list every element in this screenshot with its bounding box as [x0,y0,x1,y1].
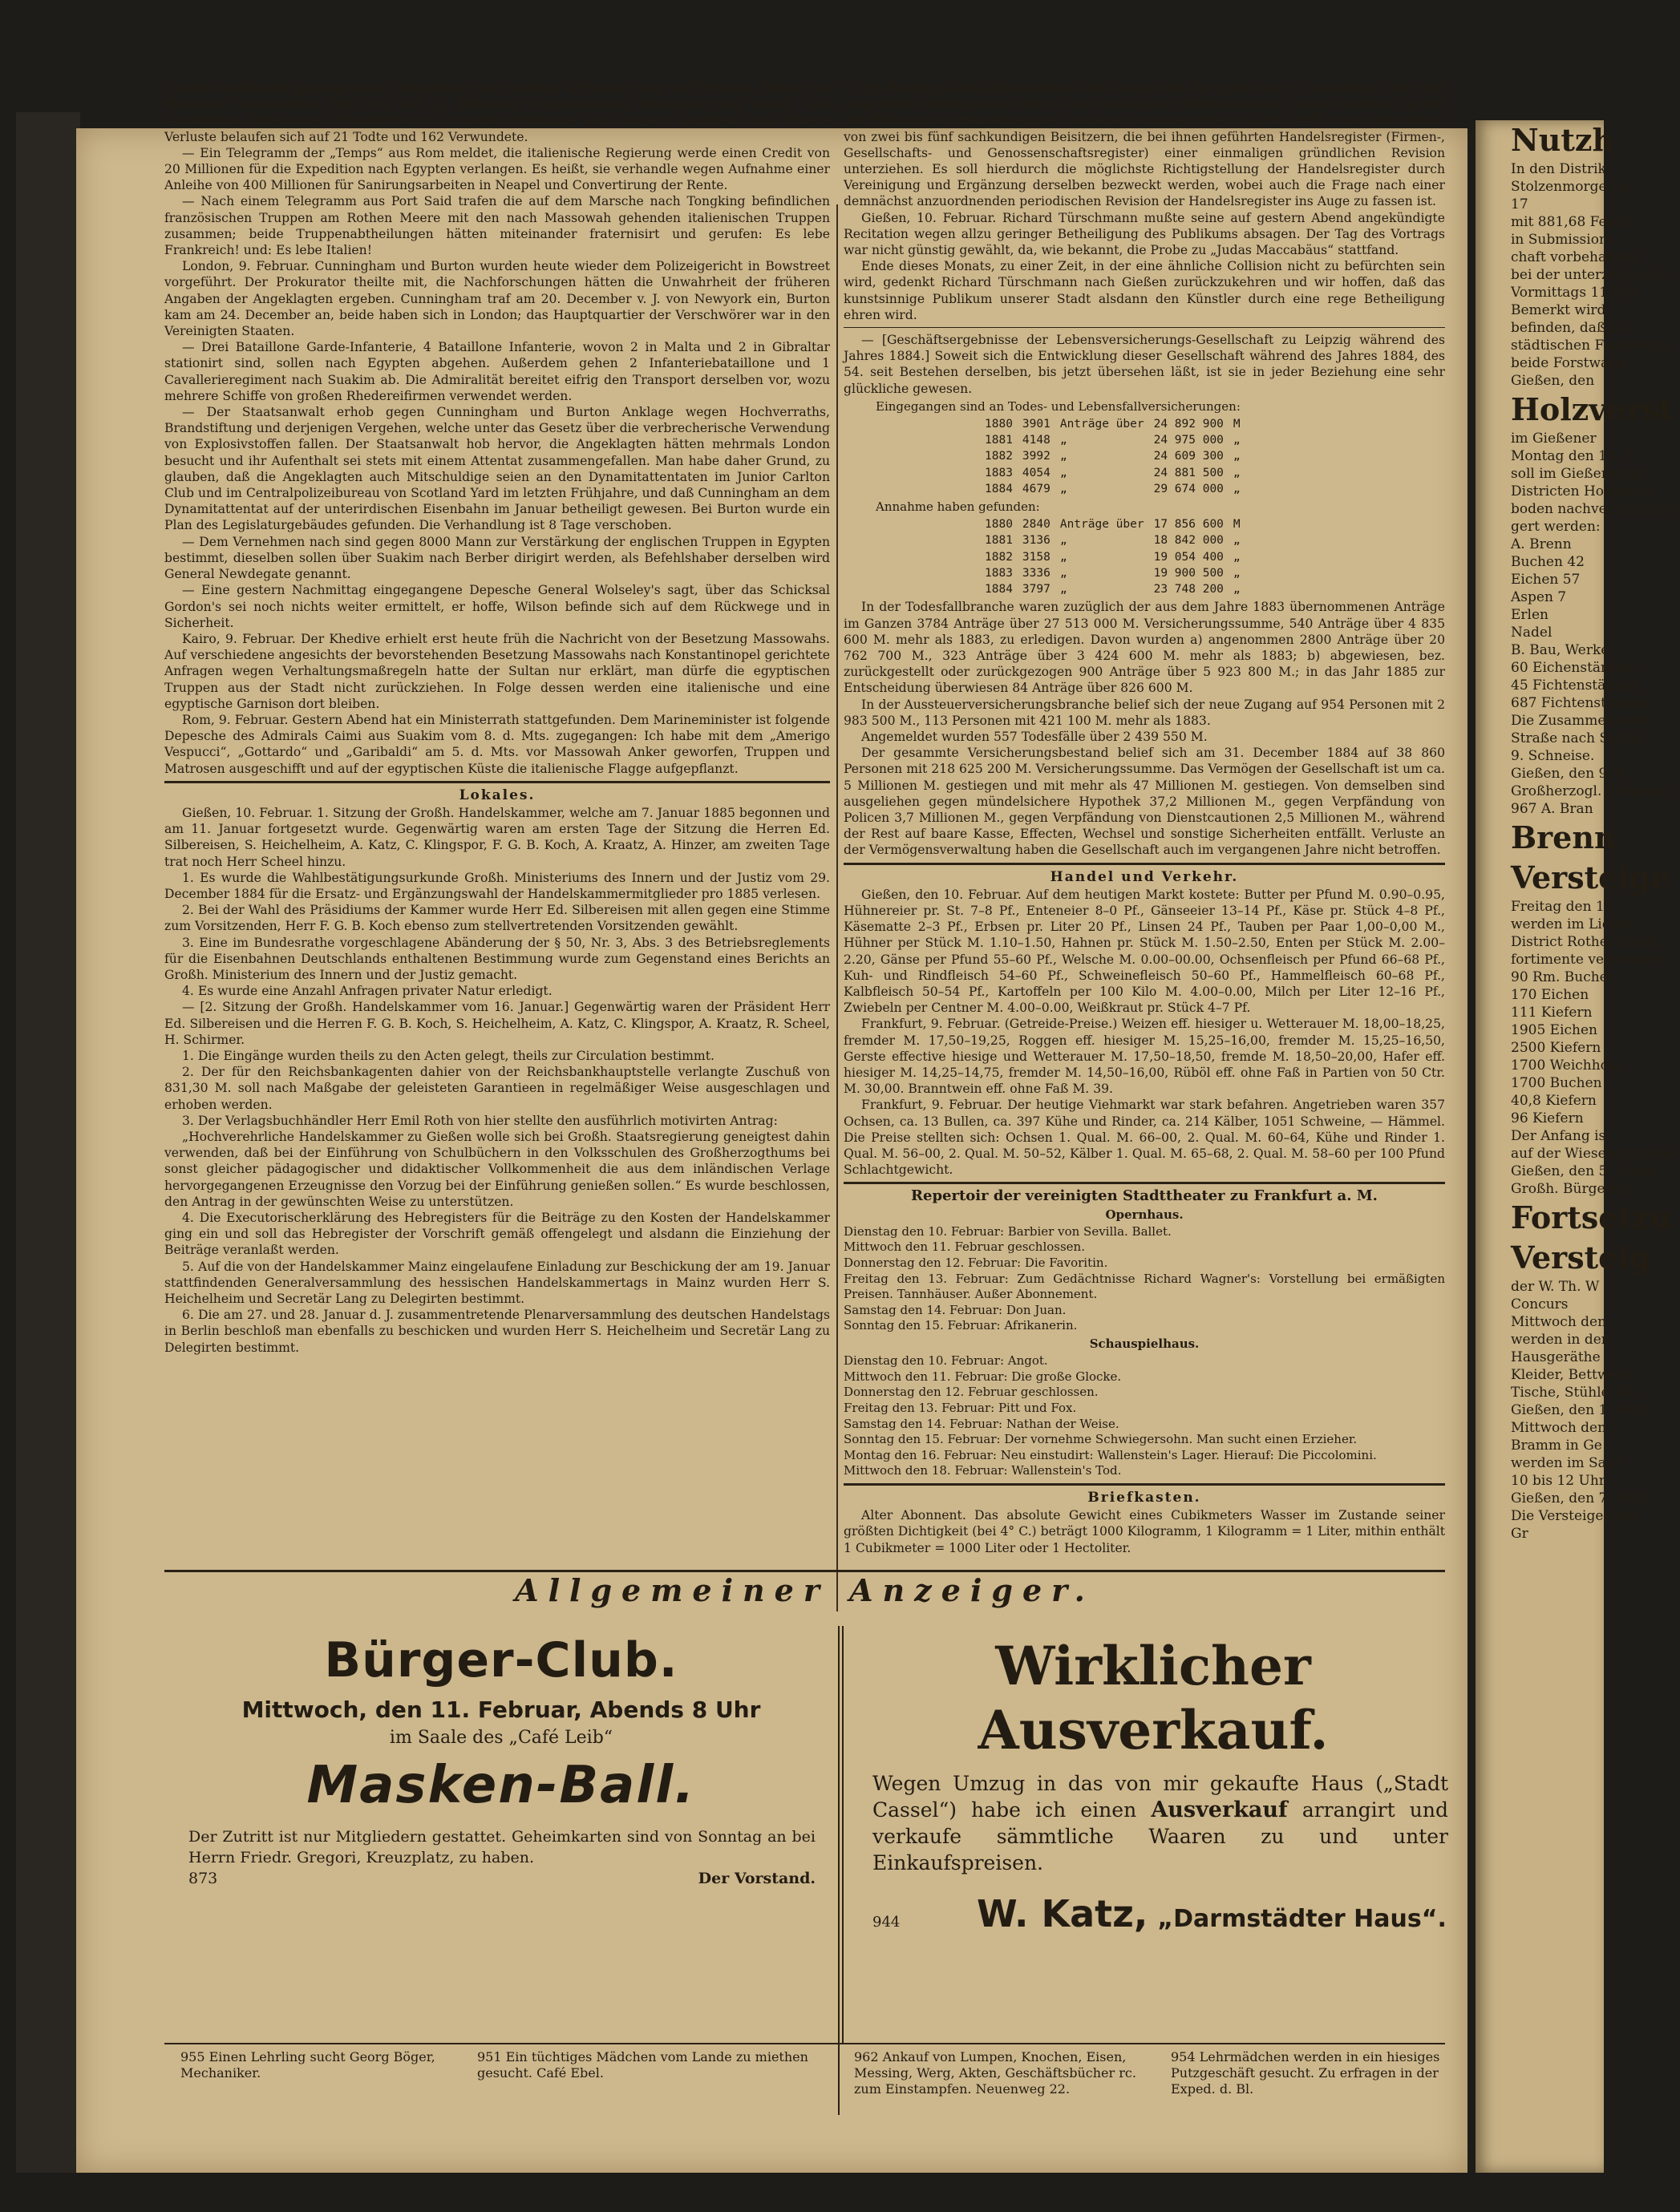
list-item: Sonntag den 15. Februar: Der vornehme Schwiegersohn. Man sucht einen Erzieher. [844,1432,1358,1447]
table-cell: 24 892 900 [1153,418,1224,431]
paragraph: 2. Der für den Reichsbankagenten dahier von der Reichsbankhauptstelle verlangte Zuschuß von 831,30 M. soll nach Maßgabe der geleisteten Garantieen in regelmäßiger Weise ausgeschlagen und erhoben werden. [164,1065,830,1112]
paragraph: — Der Staatsanwalt erhob gegen Cunningham und Burton Anklage wegen Hochverraths, Brandstiftung und derjenigen Vergehen, welche unter das Gesetz über die verbrecherische Verwendung von Explosivstoffen fallen. Der Staatsanwalt hob hervor, die Angeklagten hätten mehrmals London besucht und ihr Aufenthalt sei stets mit einem Attentat zusammengefallen. Man habe daher Grund, zu glauben, daß die Angeklagten auch Mitschuldige seien an den Dynamitattentaten im Junior Carlton Club und im Centralpolizeibureau von Scotland Yard im letzten Frühjahre, und daß Cunningham an dem Dynamitattentat auf der unterirdischen Eisenbahn im Januar betheiligt gewesen. Bei Burton wurde ein Plan des Legislaturgebäudes gefunden. Die Verhandlung ist 8 Tage verschoben. [164,405,830,533]
book-binding [16,112,80,2173]
paragraph: Angemeldet wurden 557 Todesfälle über 2 439 550 M. [861,729,1208,744]
fragment-line: In den Distrik [1511,161,1606,177]
sale-body-1: Wegen Umzug in das von mir gekaufte Haus („Stadt Cassel“) habe ich einen [872,1772,1448,1822]
table-cell: 24 609 300 [1153,450,1224,463]
adjacent-page-text [1476,120,1680,1543]
fragment-line: Straße nach Steinb [1511,730,1645,746]
fragment-line: Tische, Stühle, Ko [1511,1385,1636,1401]
paragraph: In der Aussteuerversicherungsbranche belief sich der neue Zugang auf 954 Personen mit 2 983 500 M., 113 Personen mit 421 100 M. mehr als 1883. [844,697,1445,728]
sale-body-2: arrangirt und verkaufe sämmtliche Waaren zu und unter Einkaufspreisen. [872,1798,1448,1874]
fragment-line: gert werden: [1511,519,1601,535]
fragment-line: mit 881,68 Festm [1511,214,1633,230]
fragment-line: der W. Th. W [1511,1279,1600,1295]
fragment-line: Holzverst [1511,391,1674,427]
table-row [980,465,1245,481]
section-rule [844,863,1445,865]
small-ad: 955 Einen Lehrling sucht Georg Böger, Mechaniker. [180,2049,435,2081]
schauspiel-list [844,1353,1445,1479]
fragment-line: soll im Gießener St [1511,466,1644,482]
table-cell: „ [1059,534,1067,548]
table-row [980,565,1245,581]
fragment-line: 96 Kiefern [1511,1110,1584,1126]
table-cell: 1883 [985,466,1013,479]
ad-divider [838,1626,840,2115]
table-cell: 3797 [1022,583,1051,596]
paragraph: Gießen, den 10. Februar. Auf dem heutigen Markt kostete: Butter per Pfund M. 0.90–0.95, Hühnereier pr. St. 7–8 Pf., Enteneier 8–0 Pf., Gänseeier 13–14 Pf., Käse pr. Stück 4–8 Pf., Käsematte 2–3 Pf., Erbsen pr. Liter 20 Pf., Linsen 24 Pf., Tauben per Paar 1,00–0,00 M., Hühner per Stück M. 1.10–1.50, Hahnen pr. Stück M. 1.50–2.50, Enten per Stück M. 2.00–2.20, Gänse per Pfund 55–60 Pf., Welsche M. 0.00–00.00, Ochsenfleisch per Pfund 66–68 Pf., Kuh- und Rindfleisch 54–60 Pf., Schweinefleisch 50–60 Pf., Hammelfleisch 60–68 Pf., Kalbfleisch 50–54 Pf., Kartoffeln per 100 Kilo M. 4.00–0.00, Milch per Liter 12–16 Pf., Zwiebeln per Centner M. 4.00–0.00, Weißkraut pr. Stück 4–7 Pf. [844,887,1445,1016]
list-item: Sonntag den 15. Februar: Afrikanerin. [844,1318,1078,1333]
fragment-line: Die Versteigerung [1511,1508,1637,1524]
fragment-line: Nutzh [1511,122,1615,158]
table-cell: 3336 [1022,566,1051,580]
fragment-line: bei der unterzeichnete [1511,267,1668,283]
sale-title: Wirklicher Ausverkauf. [978,1635,1329,1761]
fragment-line: Buchen 42 [1511,554,1585,570]
paragraph: In der Todesfallbranche waren zuzüglich der aus dem Jahre 1883 übernommenen Anträge im Ganzen 3784 Anträge über 27 513 000 M. Versicherungssumme, 540 Anträge über 4 835 600 M. mehr als 1883, zu erledigen. Davon wurden a) angenommen 2800 Anträge über 20 762 700 M., 323 Anträge über 3 424 600 M. mehr als 1883; b) abgewiesen, bez. zurückgestellt oder zurückgezogen 900 Anträge über 5 923 800 M.; in das Jahr 1885 zur Entscheidung überwiesen 84 Anträge über 826 600 M. [844,600,1445,696]
fragment-line: Kleider, Bettwerk [1511,1367,1632,1383]
fragment-line: Mittwoch den 1 [1511,1420,1620,1436]
fragment-line: boden nachverzeichnete [1511,501,1680,517]
list-item: Samstag den 14. Februar: Don Juan. [844,1302,1067,1317]
table-row [980,581,1245,597]
paragraph: Gießen, 10. Februar. Richard Türschmann mußte seine auf gestern Abend angekündigte Recitation wegen allzu geringer Betheiligung des Publikums absagen. Der Tag des Vortrags war nicht günstig gewählt, da, wie bekannt, die Probe zu „Judas Maccabäus“ stattfand. [844,210,1445,258]
paragraph: — Ein Telegramm der „Temps“ aus Rom meldet, die italienische Regierung werde einen Credit von 20 Millionen für die Expedition nach Egypten verlangen. Es heißt, sie verhandle wegen Aufnahme einer Anleihe von 400 Millionen für Sanirungsarbeiten in Neapel und Convertirung der Rente. [164,145,830,193]
table-cell: „ [1059,434,1067,447]
fragment-line: 111 Kiefern [1511,1005,1593,1021]
table-cell: 3992 [1022,450,1051,463]
fragment-line: Gießen, den 1. Febr [1511,1402,1649,1418]
list-item: Donnerstag den 12. Februar geschlossen. [844,1385,1099,1400]
fragment-line: 40,8 Kiefern [1511,1093,1597,1109]
fragment-line: 967 A. Bran [1511,801,1593,817]
fragment-line: werden in den [1511,1332,1610,1348]
fragment-line: 60 Eichenstämme [1511,660,1635,676]
table-cell: „ [1059,550,1067,564]
advertisement-section [164,1570,1448,2123]
fragment-line: Die Zusammenkunft [1511,713,1651,729]
opera-list [844,1224,1445,1334]
fragment-line: District Rotherschulz [1511,934,1658,950]
section-rule [844,1182,1445,1184]
fragment-line: Vormittags 11 Uhr [1511,285,1639,301]
paragraph: Feinde ohne Kampf geräumt waren, durchsucht und zerstört. Wir haben sehr viel Proviant, Pulver und Munition, vorgefunden. Eine bis auf 12 Kilometer vorgenommene Recognoscirung ergab, daß sämmtliche chinesischen Streitkräfte in schnellem Rückzuge auf Langson begriffen sind. Unsere Verluste belaufen sich auf 21 Todte und 162 Verwundete. [164,81,830,144]
sale-name: W. Katz, [977,1892,1148,1935]
list-item: Freitag den 13. Februar: Pitt und Fox. [844,1400,1077,1415]
paragraph: 1. Die Eingänge wurden theils zu den Acten gelegt, theils zur Circulation bestimmt. [182,1048,715,1063]
table-cell: 3136 [1022,534,1051,548]
paragraph: 4. Die Executorischerklärung des Hebregisters für die Beiträge zu den Kosten der Handelskammer ging ein und soll das Hebregister der Vorschrift gemäß offengelegt und alsdann die Einziehung der Beiträge veranlaßt werden. [164,1211,830,1258]
table-cell: M [1233,518,1241,532]
lokales-paragraphs [164,805,830,1356]
table-cell: 23 748 200 [1153,583,1224,596]
ausverkauf-ad [842,1626,1455,2043]
paragraph: 4. Es wurde eine Anzahl Anfragen privater Natur erledigt. [182,984,553,999]
fragment-line: Bemerkt wird, [1511,302,1610,318]
table-cell: Anträge über [1059,518,1144,532]
fragment-line: Gießen, den [1511,373,1595,389]
table-cell: „ [1059,482,1067,495]
small-ad: 954 Lehrmädchen werden in ein hiesiges Putzgeschäft gesucht. Zu erfragen in der Exped. d. Bl. [1171,2049,1440,2097]
table-cell: 1880 [985,518,1013,532]
paragraph: Kairo, 9. Februar. Der Khedive erhielt erst heute früh die Nachricht von der Besetzung Massowahs. Auf verschiedene angesichts der bevorstehenden Besetzung Massowahs nach Konstantinopel gerichtete Anfragen wegen Verhaltungsmaßregeln hatte der Sultan nur erklärt, man dürfe die egyptischen Truppen aus der Stadt nicht zurückziehen. In Folge dessen werden eine italienische und eine egyptische Garnison dort bleiben. [164,631,830,711]
fragment-line: im Gießener [1511,431,1597,447]
table-cell: „ [1233,434,1241,447]
table-cell: 1883 [985,566,1013,580]
table-cell: 1884 [985,482,1013,495]
paragraph: Ende dieses Monats, zu einer Zeit, in der eine ähnliche Collision nicht zu befürchten sein wird, gedenkt Richard Türschmann nach Gießen zurückzukehren und wir hoffen, daß das kunstsinnige Publikum unserer Stadt alsdann den Künstler durch eine rege Betheiligung ehren wird. [844,259,1445,322]
table-cell: 3158 [1022,550,1051,564]
schauspiel-heading: Schauspielhaus. [1089,1336,1200,1351]
small-ad: 951 Ein tüchtiges Mädchen vom Lande zu miethen gesucht. Café Ebel. [477,2049,808,2081]
sale-body [872,1770,1448,1876]
fragment-line: A. Brenn [1511,536,1572,552]
paragraph: 6. Die am 27. und 28. Januar d. J. zusammentretende Plenarversammlung des deutschen Handelstags in Berlin beschloß man ebenfalls zu beschicken und wurden Herr S. Heichelheim und Secretär Lang zu Delegirten bestimmt. [164,1308,830,1355]
table-cell: 19 054 400 [1153,550,1224,564]
table-cell: 3901 [1022,418,1051,431]
fragment-line: Concurs [1511,1296,1569,1312]
fragment-line: Versteige [1511,859,1670,896]
fragment-line: Mittwoch den [1511,1314,1607,1330]
table-cell: 2840 [1022,518,1051,532]
table-cell: 1880 [985,418,1013,431]
section-rule [844,1483,1445,1486]
table-cell: 4148 [1022,434,1051,447]
table-cell: „ [1233,583,1241,596]
fragment-line: Gießen, den 9. F [1511,766,1625,782]
fragment-line: Gießen, den 7. Febr [1511,1490,1649,1506]
table-cell: „ [1233,566,1241,580]
table-cell: „ [1059,466,1067,479]
club-signature [188,1870,816,1887]
paragraph: „Hochverehrliche Handelskammer zu Gießen wolle sich bei Großh. Staatsregierung geneigtest dahin verwenden, daß bei der Einführung von Schulbüchern in den Volksschulen des Großherzogthums bei sonst gleicher pädagogischer und didaktischer Vollkommenheit die aus dem inländischen Verlage hervorgegangenen Erzeugnisse den Vorzug bei der Einführung genießen sollen.“ Es wurde beschlossen, den Antrag in der gewünschten Weise zu unterstützen. [164,1130,830,1209]
paragraph: — [2. Sitzung der Großh. Handelskammer vom 16. Januar.] Gegenwärtig waren der Präsident Herr Ed. Silbereisen und die Herren F. G. B. Koch, S. Heichelheim, A. Katz, C. Klingspor, A. Kraatz, R. Scheel, H. Schirmer. [164,1000,830,1047]
fragment-line: 170 Eichen [1511,987,1589,1003]
table-cell: 24 975 000 [1153,434,1224,447]
table-cell: 1881 [985,434,1013,447]
fragment-line: Hausgeräthe [1511,1349,1601,1365]
insurance-table-accepted [980,516,1245,597]
paragraph: — Drei Bataillone Garde-Infanterie, 4 Bataillone Infanterie, wovon 2 in Malta und 2 in Gibraltar stationirt sind, sollen nach Egypten abgehen. Außerdem gehen 2 Infanteriebataillone und 1 Cavallerieregiment nach Suakim ab. Die Admiralität bereitet eifrig den Transport derselben vor, wozu mehrere Schiffe von großen Rhedereifirmen verwendet werden. [164,340,830,403]
club-sign: Der Vorstand. [698,1870,816,1887]
table-row [980,432,1245,448]
club-body: Der Zutritt ist nur Mitgliedern gestattet. Geheimkarten sind von Sonntag an bei Herrn Friedr. Gregori, Kreuzplatz, zu haben. [188,1828,816,1866]
section-rule [164,781,830,783]
club-event: Masken-Ball. [306,1756,696,1815]
table-cell: „ [1233,482,1241,495]
fragment-line: 2500 Kiefern [1511,1040,1601,1056]
fragment-line: 1700 Buchen [1511,1075,1602,1091]
fragment-line: Aspen 7 [1511,589,1567,605]
table-row [980,516,1245,532]
list-item: Dienstag den 10. Februar: Barbier von Sevilla. Ballet. [844,1223,1172,1239]
table-cell: „ [1059,450,1067,463]
fragment-line: 10 bis 12 Uhr [1511,1473,1605,1489]
paragraph: Alter Abonnent. Das absolute Gewicht eines Cubikmeters Wasser im Zustande seiner größten Dichtigkeit (bei 4° C.) beträgt 1000 Kilogramm, 1 Kilogramm = 1 Liter, mithin enthält 1 Cubikmeter = 1000 Liter oder 1 Hectoliter. [844,1508,1445,1555]
fragment-line: Großh. Bürgerme [1511,1181,1633,1197]
adjacent-page [1476,120,1680,2173]
paragraph: — Nach einem Telegramm aus Port Said trafen die auf dem Marsche nach Tongking befindlichen französischen Truppen am Rothen Meere mit den nach Massowah gehenden italienischen Truppen zusammen; beide Truppenabtheilungen hätten miteinander fraternisirt und gerufen: Es lebe Frankreich! und: Es lebe Italien! [164,194,830,258]
list-item: Samstag den 14. Februar: Nathan der Weise. [844,1416,1119,1431]
ad-number: 873 [188,1870,218,1887]
paragraph: Der gesammte Versicherungsbestand belief sich am 31. December 1884 auf 38 860 Personen mit 218 625 200 M. Versicherungssumme. Das Vermögen der Gesellschaft ist um ca. 5 Millionen M. gestiegen und mit mehr als 47 Millionen M. gestiegen. Von demselben sind ausgeliehen gegen mündelsichere Hypothek 37,2 Millionen M., gegen Verpfändung von Policen 3,7 Millionen M., gegen Verpfändung von Dienstcautionen 2,5 Millionen M., während der Rest auf baare Kasse, Effecten, Wechsel und sonstige Sicherheiten entfällt. Verluste an der Vermögensverwaltung haben die Gesellschaft auch im vergangenen Jahre nicht betroffen. [844,746,1445,858]
table-cell: 18 842 000 [1153,534,1224,548]
fragment-line: 687 Fichtenstangen [1511,695,1649,711]
fragment-line: 1905 Eichen [1511,1022,1597,1038]
paragraph: 5. Auf die von der Handelskammer Mainz eingelaufene Einladung zur Beschickung der am 19. Januar stattfindenden Generalversammlung des hessischen Handelskammertags in Mainz wurden Herr S. Heichelheim und Secretär Lang zu Delegirten bestimmt. [164,1259,830,1307]
left-column [164,80,830,1559]
small-ads [164,2043,1445,2113]
fragment-line: werden im Lieber [1511,916,1633,932]
fragment-line: Stolzenmorgen u [1511,179,1629,195]
table-cell: „ [1233,550,1241,564]
paragraph: 1. Es wurde die Wahlbestätigungsurkunde Großh. Ministeriums des Innern und der Justiz vom 29. December 1884 für die Ersatz- und Ergänzungswahl der Handelskammermitglieder pro 1885 verlesen. [164,870,830,901]
fragment-line: städtischen Forstwarte [1511,338,1670,354]
table-cell: 1884 [985,583,1013,596]
sale-house: „Darmstädter Haus“. [1157,1905,1447,1933]
table-cell: Anträge über [1059,418,1144,431]
fragment-line: B. Bau, Werke [1511,642,1609,658]
fragment-line: Der Anfang ist [1511,1128,1612,1144]
table-row [980,549,1245,565]
fragment-line: 17 [1511,196,1528,212]
paragraph: 7. Ein Rescript Großh. Ministeriums des Innern und der Justiz vom 6. December 1884 trifft eingehende Bestimmungen über eine Revision der Handelsregister. Danach werden die mit der Führung der Handelsregister betrauten Amtsgerichte im Jahre 1885 unter Mitwirkung von zwei bis fünf sachkundigen Beisitzern, die bei ihnen geführten Handelsregister (Firmen-, Gesellschafts- und Genossenschaftsregister) einer einmaligen gründlichen Revision unterziehen. Es soll hierdurch die möglichste Richtigstellung der Handelsregister durch Vereinigung und Ergänzung derselben bezweckt werden, wobei auch die Frage nach einer demnächst anzuordnenden periodischen Revision der Handelsregister ins Auge zu fassen ist. [844,81,1445,209]
table-cell: „ [1233,450,1241,463]
lokales-heading: Lokales. [459,787,536,803]
anzeiger-heading: Allgemeiner Anzeiger. [515,1572,1095,1608]
fragment-line: Eichen 57 [1511,572,1581,588]
fragment-line: Freitag den 13. [1511,899,1618,915]
fragment-line: 45 Fichtenstämme [1511,677,1640,694]
fragment-line: Bramm in Ge [1511,1438,1602,1454]
fragment-line: Erlen [1511,607,1548,623]
fragment-line: chaft vorbehaltlich [1511,249,1642,265]
right-column [844,80,1445,1559]
club-venue: im Saale des „Café Leib“ [389,1728,613,1748]
table-caption: Annahme haben gefunden: [876,499,1040,515]
paragraph: — [Geschäftsergebnisse der Lebensversicherungs-Gesellschaft zu Leipzig während des Jahres 1884.] Soweit sich die Entwicklung dieser Gesellschaft während des Jahres 1884, des 54. seit Bestehen derselben, bis jetzt übersehen läßt, ist sie in jeder Beziehung eine sehr glückliche gewesen. [844,333,1445,396]
list-item: Freitag den 13. Februar: Zum Gedächtnisse Richard Wagner's: Vorstellung bei ermäßigten Preisen. Tannhäuser. Außer Abonnement. [844,1271,1445,1302]
ad-number: 944 [872,1914,901,1931]
table-cell: 4679 [1022,482,1051,495]
paragraph: Gießen, 10. Februar. 1. Sitzung der Großh. Handelskammer, welche am 7. Januar 1885 begonnen und am 11. Januar fortgesetzt wurde. Gegenwärtig waren am ersten Tage der Sitzung die Herren Ed. Silbereisen, S. Heichelheim, A. Katz, C. Klingspor, F. G. B. Koch, A. Kraatz, A. Hinzer, am zweiten Tage trat noch Herr Scheel hinzu. [164,805,830,869]
table-row [980,448,1245,464]
fragment-line: Brenn [1511,819,1617,855]
insurance-table-received [980,416,1245,497]
table-row [980,481,1245,497]
table-cell: 1882 [985,550,1013,564]
sale-signature [872,1892,1450,1935]
fragment-line: auf der Wiesenschneise [1511,1146,1675,1162]
fragment-line: Versteig [1511,1239,1651,1276]
table-cell: 19 900 500 [1153,566,1224,580]
table-cell: 1882 [985,450,1013,463]
table-cell: „ [1059,566,1067,580]
table-cell: „ [1059,583,1067,596]
fragment-line: 90 Rm. Buchen [1511,969,1617,985]
fragment-line: in Submissions [1511,232,1615,248]
table-row [980,416,1245,432]
list-item: Mittwoch den 18. Februar: Wallenstein's Tod. [844,1463,1122,1478]
briefkasten-heading: Briefkasten. [1087,1489,1201,1506]
list-item: Mittwoch den 11. Februar geschlossen. [844,1239,1085,1255]
fragment-line: Nadel [1511,625,1552,641]
paragraph: — Dem Vernehmen nach sind gegen 8000 Mann zur Verstärkung der englischen Truppen in Egypten bestimmt, dieselben sollen über Suakim nach Berber dirigirt werden, als Befehlshaber derselben wird General Newdegate genannt. [164,534,830,582]
list-item: Donnerstag den 12. Februar: Die Favoritin. [844,1256,1108,1270]
fragment-line: Gr [1511,1526,1528,1542]
table-cell: 1881 [985,534,1013,548]
paragraph: London, 9. Februar. Cunningham und Burton wurden heute wieder dem Polizeigericht in Bowstreet vorgeführt. Der Prokurator theilte mit, die Nachforschungen hätten die Unwahrheit der früheren Angaben der Angeklagten ergeben. Cunningham traf am 20. December v. J. von Newyork ein, Burton kam am 24. December an, beide haben sich in London; das Hauptquartier der Verschwörer war in den Vereinigten Staaten. [164,259,830,339]
paragraph: Frankfurt, 9. Februar. (Getreide-Preise.) Weizen eff. hiesiger u. Wetterauer M. 18,00–18,25, fremder M. 17,50–19,25, Roggen eff. hiesiger M. 15,25–16,00, fremder M. 15,25–16,50, Gerste effective hiesige und Wetterauer M. 17,50–18,50, fremde M. 18,50–20,00, Hafer eff. hiesiger M. 14,25–14,75, fremder M. 14,50–16,00, Rüböl eff. ohne Faß in Partien von 50 Ctr. M. 30,00. Branntwein eff. ohne Faß M. 39. [844,1017,1445,1097]
list-item: Montag den 16. Februar: Neu einstudirt: Wallenstein's Lager. Hierauf: Die Piccolomini. [844,1447,1377,1462]
fragment-line: werden im Saal [1511,1455,1619,1471]
small-ad: 962 Ankauf von Lumpen, Knochen, Eisen, Messing, Werg, Akten, Geschäftsbücher rc. zum Einstampfen. Neuenweg 22. [854,2049,1136,2097]
table-cell: „ [1233,466,1241,479]
paragraph: Rom, 9. Februar. Gestern Abend hat ein Ministerrath stattgefunden. Dem Marineminister ist folgende Depesche des Admirals Caimi aus Suakim vom 8. d. Mts. zugegangen: Ich habe mit dem „Amerigo Vespucci“, „Gottardo“ und „Garibaldi“ am 5. d. Mts. vor Massowah Anker geworfen, Truppen und Matrosen ausgeschifft und auf der egyptischen Küste die italienische Flagge aufgepflanzt. [164,712,830,776]
table-cell: „ [1233,534,1241,548]
fragment-line: Gießen, den 5. Febru [1511,1163,1658,1179]
fragment-line: Districten Hochwart [1511,483,1653,499]
club-date: Mittwoch, den 11. Februar, Abends 8 Uhr [241,1696,761,1723]
paragraph: Frankfurt, 9. Februar. Der heutige Viehmarkt war stark befahren. Angetrieben waren 357 Ochsen, ca. 13 Bullen, ca. 397 Kühe und Rinder, ca. 214 Kälber, 1051 Schweine, — Hämmel. Die Preise stellten sich: Ochsen 1. Qual. M. 66–00, 2. Qual. M. 60–64, Kühe und Rinder 1. Qual. M. 56–00, 2. Qual. M. 50–52, Kälber 1. Qual. M. 65–68, 2. Qual. M. 58–60 per 100 Pfund Schlachtgewicht. [844,1098,1445,1178]
fragment-line: beide Forstwarte [1511,355,1629,371]
fragment-line: 1700 Weichholz [1511,1057,1621,1074]
table-row [980,532,1245,548]
sale-body-bold: Ausverkauf [1151,1798,1288,1822]
fragment-line: Fortsetzu [1511,1199,1672,1235]
opera-heading: Opernhaus. [1105,1207,1184,1222]
news-paragraphs [164,80,830,777]
table-cell: 17 856 600 [1153,518,1224,532]
buerger-club-ad [164,1626,838,2043]
list-item: Mittwoch den 11. Februar: Die große Glocke. [844,1369,1122,1384]
paragraph: 3. Eine im Bundesrathe vorgeschlagene Abänderung der § 50, Nr. 3, Abs. 3 des Betriebsreglements für die Eisenbahnen Deutschlands enthaltenen Bestimmung wurde zum Gegenstand eines Berichts an Großh. Ministerium des Innern und der Justiz gemacht. [164,935,830,982]
club-title: Bürger-Club. [324,1632,678,1688]
table-cell: 4054 [1022,466,1051,479]
table-caption: Eingegangen sind an Todes- und Lebensfallversicherungen: [876,398,1241,414]
paragraph: 3. Der Verlagsbuchhändler Herr Emil Roth von hier stellte den ausführlich motivirten Antrag: [182,1113,778,1128]
section-rule [844,327,1445,328]
paragraph: 2. Bei der Wahl des Präsidiums der Kammer wurde Herr Ed. Silbereisen mit allen gegen eine Stimme zum Vorsitzenden, Herr F. G. B. Koch ebenso zum stellvertretenden Vorsitzenden gewählt. [164,903,830,934]
fragment-line: befinden, daß Lo [1511,320,1628,336]
handel-heading: Handel und Verkehr. [1050,868,1239,885]
list-item: Dienstag den 10. Februar: Angot. [844,1353,1048,1369]
fragment-line: 9. Schneise. [1511,748,1595,764]
fragment-line: Großherzogl. Bürgerm [1511,783,1668,799]
fragment-line: fortimente versteigert [1511,952,1665,968]
theater-heading: Repertoir der vereinigten Stadttheater zu Frankfurt a. M. [911,1187,1378,1205]
table-cell: M [1233,418,1241,431]
fragment-line: Montag den 16. F [1511,448,1634,464]
column-divider [836,204,838,1611]
table-cell: 24 881 500 [1153,466,1224,479]
paragraph: — Eine gestern Nachmittag eingegangene Depesche General Wolseley's sagt, über das Schicksal Gordon's sei noch nichts weiter ermittelt, er hoffe, Wilson befinde sich auf dem Rückwege und in Sicherheit. [164,583,830,630]
table-cell: 29 674 000 [1153,482,1224,495]
